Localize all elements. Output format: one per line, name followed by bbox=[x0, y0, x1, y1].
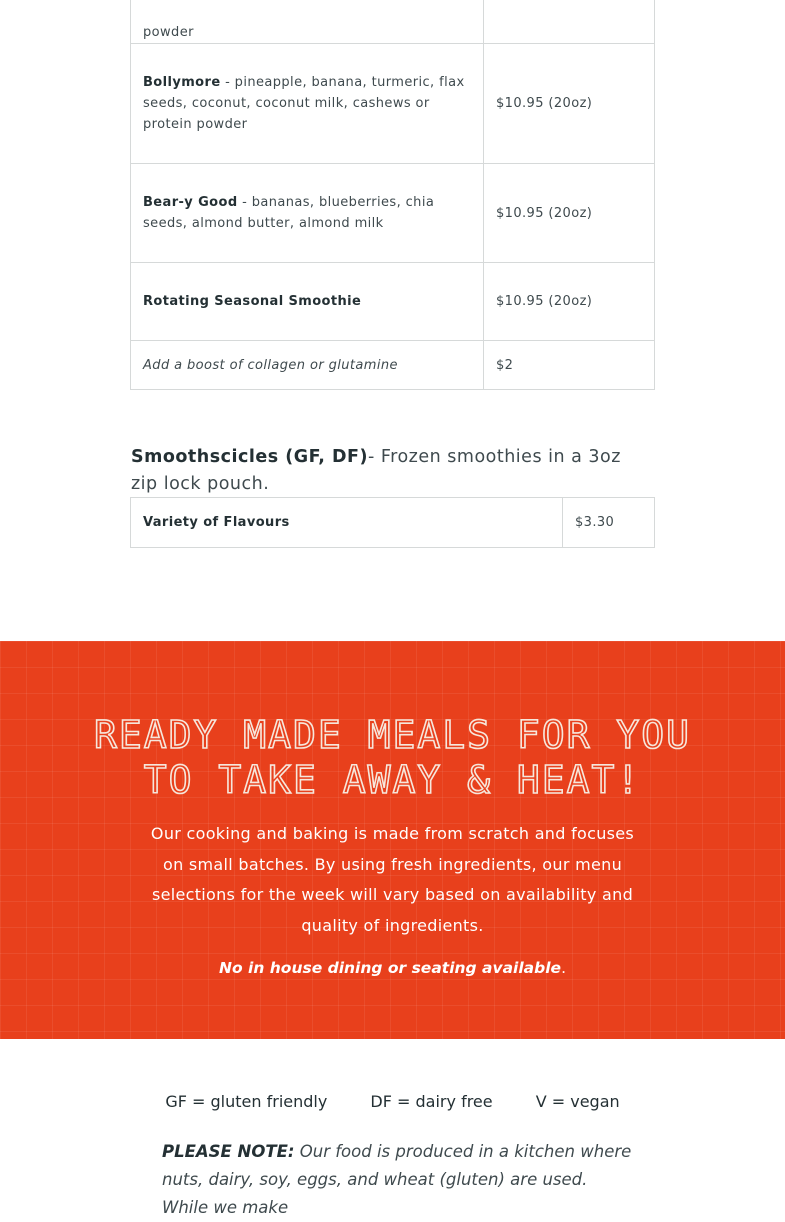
item-name: Variety of Flavours bbox=[143, 515, 290, 530]
item-cell bbox=[131, 0, 484, 44]
table-row bbox=[131, 164, 655, 263]
item-description: - bananas, blueberries, chia seeds, almond butter, almond milk bbox=[143, 195, 435, 231]
item-price: $10.95 (20oz) bbox=[496, 205, 593, 221]
item-price: $3.30 bbox=[575, 515, 615, 530]
item-name: Rotating Seasonal Smoothie bbox=[143, 294, 362, 309]
item-cell bbox=[131, 44, 484, 164]
item-description: Add a boost of collagen or glutamine bbox=[143, 357, 398, 373]
legend-df: DF = dairy free bbox=[370, 1092, 493, 1111]
item-cell bbox=[131, 341, 484, 390]
item-cell bbox=[131, 498, 563, 548]
table-row bbox=[131, 44, 655, 164]
item-description: - pineapple, banana, turmeric, flax seeds, coconut, coconut milk, cashews or protein powder bbox=[143, 75, 465, 132]
note-period: . bbox=[561, 959, 566, 977]
item-name: Bollymore bbox=[143, 75, 221, 90]
diet-legend bbox=[0, 1092, 785, 1111]
item-cell bbox=[131, 164, 484, 263]
section-title: Smoothscicles (GF, DF) bbox=[131, 447, 368, 467]
allergen-note bbox=[162, 1138, 632, 1222]
smoothscicles-table bbox=[130, 497, 655, 548]
price-cell bbox=[484, 263, 655, 341]
banner-heading-line2: TO TAKE AWAY & HEAT! bbox=[143, 758, 642, 802]
section-subtitle: - Frozen smoothies in a 3oz zip lock pouch. bbox=[131, 447, 621, 494]
banner-description: Our cooking and baking is made from scratch and focuses on small batches. By using fresh ingredients, our menu selections for the week will vary based on availability and quality of ingredients. bbox=[150, 824, 635, 935]
please-note-text: Our food is produced in a kitchen where nuts, dairy, soy, eggs, and wheat (gluten) are used. While we make bbox=[162, 1142, 632, 1217]
please-note-label: PLEASE NOTE: bbox=[162, 1142, 295, 1161]
item-cell bbox=[131, 263, 484, 341]
price-cell bbox=[484, 164, 655, 263]
table-row bbox=[131, 263, 655, 341]
table-row bbox=[131, 0, 655, 44]
price-cell bbox=[484, 44, 655, 164]
ready-meals-banner bbox=[0, 641, 785, 1039]
banner-heading-line1: READY MADE MEALS FOR YOU bbox=[93, 713, 692, 757]
banner-note bbox=[0, 959, 785, 977]
price-cell bbox=[563, 498, 655, 548]
no-dining-note: No in house dining or seating available bbox=[219, 959, 562, 977]
item-name: Bear-y Good bbox=[143, 195, 238, 210]
legend-v: V = vegan bbox=[535, 1092, 620, 1111]
item-description: powder bbox=[143, 25, 194, 40]
price-cell bbox=[484, 0, 655, 44]
item-price: $10.95 (20oz) bbox=[496, 96, 593, 111]
price-cell bbox=[484, 341, 655, 390]
item-price: $10.95 (20oz) bbox=[496, 294, 593, 309]
smoothscicles-heading bbox=[131, 444, 651, 498]
legend-gf: GF = gluten friendly bbox=[165, 1092, 328, 1111]
table-row bbox=[131, 498, 655, 548]
smoothies-table bbox=[130, 0, 655, 390]
banner-heading bbox=[0, 713, 785, 803]
table-row bbox=[131, 341, 655, 390]
item-price: $2 bbox=[496, 357, 514, 373]
